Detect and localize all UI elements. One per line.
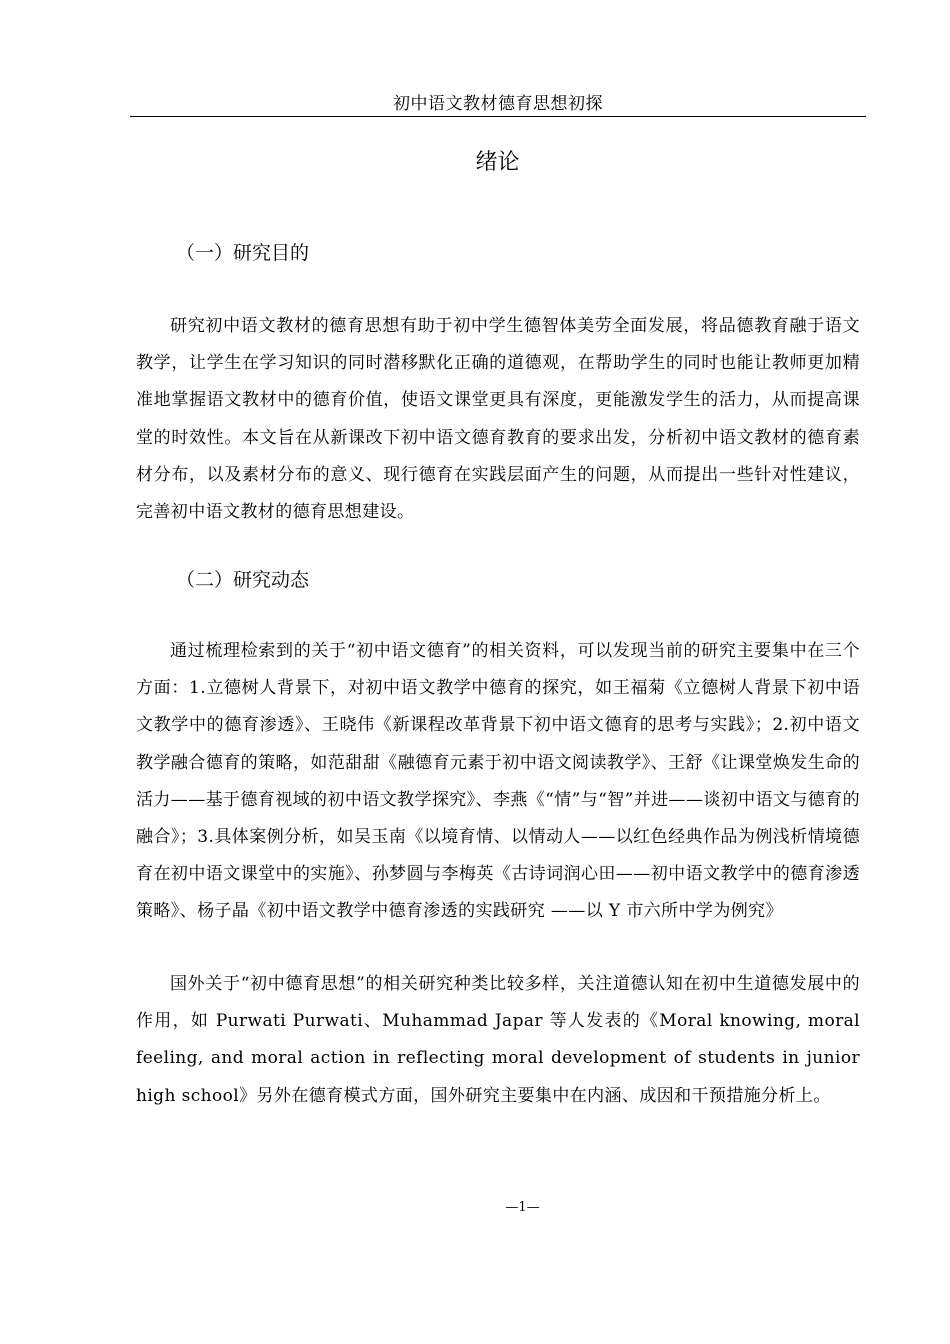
section-heading-research-status: （二）研究动态 — [176, 569, 310, 591]
paragraph-domestic-research: 通过梳理检索到的关于“初中语文德育”的相关资料，可以发现当前的研究主要集中在三个方面：1.立德树人背景下，对初中语文教学中德育的探究，如王福菊《立德树人背景下初中语文教学中的德育渗透》、王晓伟《新课程改革背景下初中语文德育的思考与实践》；2.初中语文教学融合德育的策略，如范甜甜《融德育元素于初中语文阅读教学》、王舒《让课堂焕发生命的活力——基于德育视域的初中语文教学探究》、李燕《“情”与“智”并进——谈初中语文与德育的融合》；3.具体案例分析，如吴玉南《以境育情、以情动人——以红色经典作品为例浅析情境德育在初中语文课堂中的实施》、孙梦圆与李梅英《古诗词润心田——初中语文教学中的德育渗透策略》、杨子晶《初中语文教学中德育渗透的实践研究 ——以 Y 市六所中学为例究》 — [136, 641, 860, 922]
section-heading-research-purpose: （一）研究目的 — [176, 242, 310, 264]
paragraph-foreign-research: 国外关于“初中德育思想”的相关研究种类比较多样，关注道德认知在初中生道德发展中的作用，如 Purwati Purwati、Muhammad Japar 等人发表的《Moral knowing, moral feeling, and moral action in reflecting moral development of students in junior high school》另外在德育模式方面，国外研究主要集中在内涵、成因和干预措施分析上。 — [136, 974, 860, 1106]
page-number: —1— — [505, 1200, 540, 1215]
chapter-title: 绪论 — [475, 150, 520, 175]
paragraph-research-purpose: 研究初中语文教材的德育思想有助于初中学生德智体美劳全面发展，将品德教育融于语文教学，让学生在学习知识的同时潜移默化正确的道德观，在帮助学生的同时也能让教师更加精准地掌握语文教材中的德育价值，使语文课堂更具有深度，更能激发学生的活力，从而提高课堂的时效性。本文旨在从新课改下初中语文德育教育的要求出发，分析初中语文教材的德育素材分布，以及素材分布的意义、现行德育在实践层面产生的问题，从而提出一些针对性建议，完善初中语文教材的德育思想建设。 — [136, 316, 860, 523]
header-divider — [130, 116, 866, 117]
running-header: 初中语文教材德育思想初探 — [393, 94, 603, 114]
